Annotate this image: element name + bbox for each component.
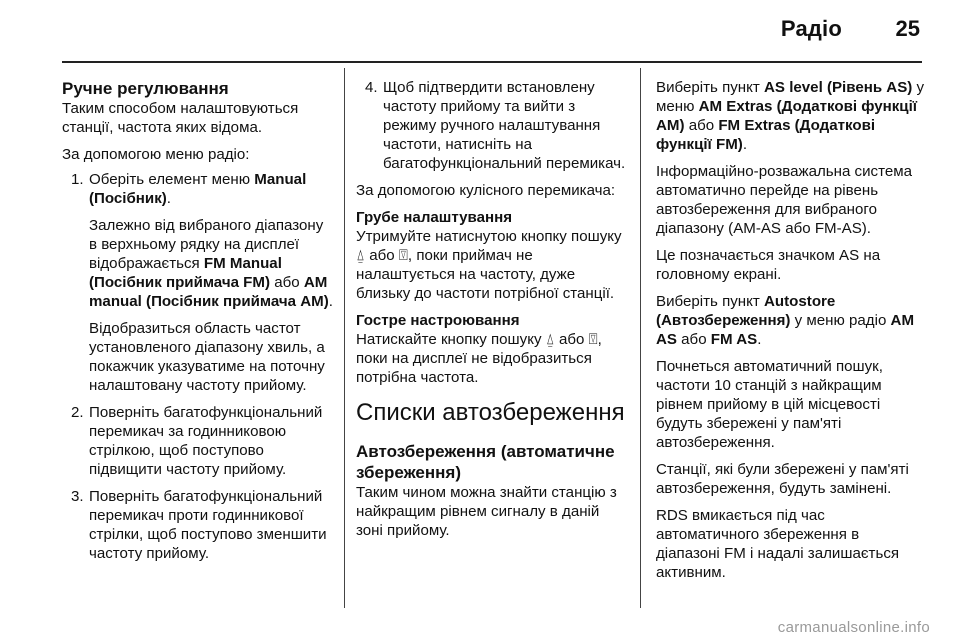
text: Виберіть пункт: [656, 79, 765, 96]
step-text: Залежно від вибраного діапазону в верхньому рядку на дисплеї відображається: [89, 217, 324, 272]
step-3-text: Поверніть багатофункціональний перемикач проти годинникової стрілки, щоб поступово зменшити частоту прийому.: [89, 488, 327, 562]
menu-lead-text: За допомогою меню радіо:: [62, 146, 250, 163]
menu-item-am-as: AM AS: [656, 312, 915, 348]
step-2-text: Поверніть багатофункціональний перемикач за годинниковою стрілкою, щоб поступово підвищити частоту прийому.: [89, 404, 323, 478]
column-1: [62, 78, 334, 571]
menu-item-am-manual: AM manual (Посібник приймача AM): [89, 274, 329, 310]
manual-tuning-intro: Таким способом налаштовуються станції, частота яких відома.: [62, 100, 299, 136]
column-divider-2: [640, 68, 641, 608]
column-3: [656, 78, 926, 590]
step-number: 4.: [365, 79, 378, 96]
manual-tuning-heading: Ручне регулювання: [62, 79, 229, 98]
step-4: [356, 78, 630, 173]
page-header-title: Радіо: [780, 16, 842, 41]
as-level-paragraph: [656, 78, 926, 154]
step-1-detail: [89, 216, 334, 311]
step-1-result: Відобразиться область частот установленого діапазону хвиль, а покажчик указуватиме на поточну налаштовану частоту прийому.: [89, 320, 325, 394]
menu-item-am-extras: AM Extras (Додаткові функції AM): [656, 98, 918, 134]
menu-item-fm-as: FM AS: [710, 331, 758, 348]
punct: .: [742, 136, 748, 153]
menu-item-fm-manual: FM Manual (Посібник приймача FM): [89, 255, 282, 291]
step-text: Оберіть елемент меню: [89, 171, 255, 188]
step-1: [62, 170, 334, 395]
menu-item-fm-extras: FM Extras (Додаткові функції FM): [656, 117, 876, 153]
step-2: [62, 403, 334, 479]
page-number: 25: [895, 16, 920, 41]
punct: .: [757, 331, 762, 348]
step-4-text: Щоб підтвердити встановлену частоту прийому та вийти з режиму ручного налаштування частоти, натисніть на багатофункціональний перемикач.: [383, 79, 626, 172]
text: або: [676, 331, 711, 348]
step-text: або: [270, 274, 304, 291]
menu-item-manual: Manual (Посібник): [89, 171, 307, 207]
punct: .: [328, 293, 333, 310]
step-3: [62, 487, 334, 563]
autostore-intro: Таким чином можна знайти станцію з найкращим рівнем сигналу в даній зоні прийому.: [356, 484, 617, 539]
punct: .: [166, 190, 171, 207]
text: у меню: [656, 79, 925, 115]
text: у меню радіо: [790, 312, 891, 329]
as-level-result: Інформаційно-розважальна система автоматично перейде на рівень автозбереження для вибраного діапазону (AM-AS або FM-AS).: [656, 163, 912, 237]
rds-note: RDS вмикається під час автоматичного збереження в діапазоні FM і надалі залишається активним.: [656, 507, 900, 581]
replace-note: Станції, які були збережені у пам'яті автозбереження, будуть замінені.: [656, 461, 909, 497]
column-divider-1: [344, 68, 345, 608]
as-icon-note: Це позначається значком AS на головному екрані.: [656, 247, 881, 283]
autostore-paragraph: [656, 292, 926, 349]
step-1-text: [89, 170, 334, 208]
step-number: 2.: [71, 404, 84, 421]
text: або: [684, 117, 719, 134]
coarse-tuning-text: Утримуйте натиснутою кнопку пошуку ⍙ або ⍔, поки приймач не налаштується на частоту, дуже близьку до частоти потрібної станції.: [356, 228, 622, 302]
watermark: carmanualsonline.info: [777, 619, 930, 636]
menu-item-as-level: AS level (Рівень AS): [764, 79, 913, 96]
coarse-heading-text: Грубе налаштування: [356, 209, 513, 226]
step-number: 3.: [71, 488, 84, 505]
step-number: 1.: [71, 171, 84, 188]
header-divider: [62, 61, 922, 63]
fine-heading-text: Гостре настроювання: [356, 312, 520, 329]
autostore-heading: Автозбереження (автоматичне збереження): [356, 442, 615, 482]
autosearch-paragraph: Почнеться автоматичний пошук, частоти 10 станцій з найкращим рівнем прийому в цій місцевості будуть збережені у пам'яті автозбереження.: [656, 358, 883, 451]
section-title: Списки автозбереження: [356, 399, 625, 426]
fine-tuning-text: Натискайте кнопку пошуку ⍙ або ⍔, поки на дисплеї не відобразиться потрібна частота.: [356, 331, 602, 386]
column-2: [356, 78, 630, 548]
text: Виберіть пункт: [656, 293, 765, 310]
fine-tuning-heading: [356, 311, 630, 330]
rocker-lead-text: За допомогою кулісного перемикача:: [356, 182, 616, 199]
menu-item-autostore: Autostore (Автозбереження): [656, 293, 836, 329]
coarse-tuning-heading: [356, 208, 630, 227]
